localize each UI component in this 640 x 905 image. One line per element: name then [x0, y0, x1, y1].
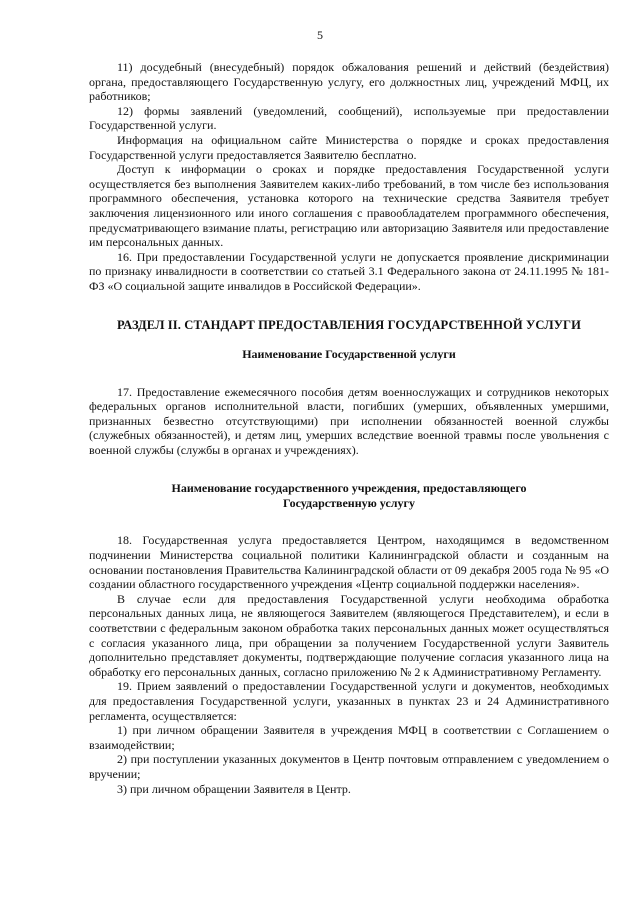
section-title: РАЗДЕЛ II. СТАНДАРТ ПРЕДОСТАВЛЕНИЯ ГОСУДАРСТВЕННОЙ УСЛУГИ	[116, 317, 582, 332]
paragraph-19: 19. Прием заявлений о предоставлении Государственной услуги и документов, необходимых для предоставления Государственной услуги, указанных в пунктах 23 и 24 Административного регламента, осуществляется:	[89, 679, 609, 723]
paragraph-personal-data: В случае если для предоставления Государственной услуги необходима обработка персональных данных лица, не являющегося Заявителем (являющегося Представителем), и если в соответствии с федеральным законом обработка таких персональных данных может осуществляться с согласия указанного лица, при обращении за получением Государственной услуги Заявитель дополнительно представляет документы, подтверждающие получение согласия указанного лица на обработку его персональных данных, согласно приложению № 2 к Административному Регламенту.	[89, 591, 609, 679]
document-body	[89, 60, 609, 796]
paragraph-item-12: 12) формы заявлений (уведомлений, сообщений), используемые при предоставлении Государственной услуги.	[89, 103, 609, 133]
paragraph-item-11: 11) досудебный (внесудебный) порядок обжалования решений и действий (бездействия) органа, предоставляющего Государственную услугу, его должностных лиц, учреждений МФЦ, их работников;	[89, 60, 609, 104]
paragraph-17: 17. Предоставление ежемесячного пособия детям военнослужащих и сотрудников некоторых федеральных органов исполнительной власти, погибших (умерших, объявленных умершими, признанных безвестно отсутствующими) при исполнении обязанностей военной службы (служебных обязанностей), и детям лиц, умерших вследствие военной травмы после увольнения с военной службы (службы в органах и учреждениях).	[89, 384, 609, 457]
paragraph-16: 16. При предоставлении Государственной услуги не допускается проявление дискриминации по признаку инвалидности в соответствии со статьей 3.1 Федерального закона от 24.11.1995 № 181-ФЗ «О социальной защите инвалидов в Российской Федерации».	[89, 249, 609, 293]
subheading-service-name: Наименование Государственной услуги	[242, 346, 456, 361]
paragraph-access-info: Доступ к информации о сроках и порядке предоставления Государственной услуги осуществляется без выполнения Заявителем каких-либо требований, в том числе без использования программного обеспечения, установка которого на технические средства Заявителя требует заключения лицензионного или иного соглашения с правообладателем программного обеспечения, предусматривающего взимание платы, регистрацию или авторизацию Заявителя или предоставление им персональных данных.	[89, 162, 609, 250]
paragraph-19-item-2: 2) при поступлении указанных документов в Центр почтовым отправлением с уведомлением о вручении;	[89, 752, 609, 781]
paragraph-18: 18. Государственная услуга предоставляется Центром, находящимся в ведомственном подчинении Министерства социальной политики Калининградской области и созданным на основании постановления Правительства Калининградской области от 09 декабря 2005 года № 95 «О создании областного государственного учреждения «Центр социальной поддержки населения».	[89, 533, 609, 592]
page-number: 5	[317, 28, 323, 42]
subheading-institution-line-2: Государственную услугу	[283, 496, 415, 511]
subheading-institution	[89, 481, 609, 511]
paragraph-19-item-1: 1) при личном обращении Заявителя в учреждения МФЦ в соответствии с Соглашением о взаимодействии;	[89, 723, 609, 752]
paragraph-official-site-info: Информация на официальном сайте Министерства о порядке и сроках предоставления Государственной услуги предоставляется Заявителю бесплатно.	[89, 132, 609, 162]
subheading-institution-line-1: Наименование государственного учреждения, предоставляющего	[171, 481, 527, 496]
paragraph-19-item-3: 3) при личном обращении Заявителя в Центр.	[117, 781, 351, 796]
